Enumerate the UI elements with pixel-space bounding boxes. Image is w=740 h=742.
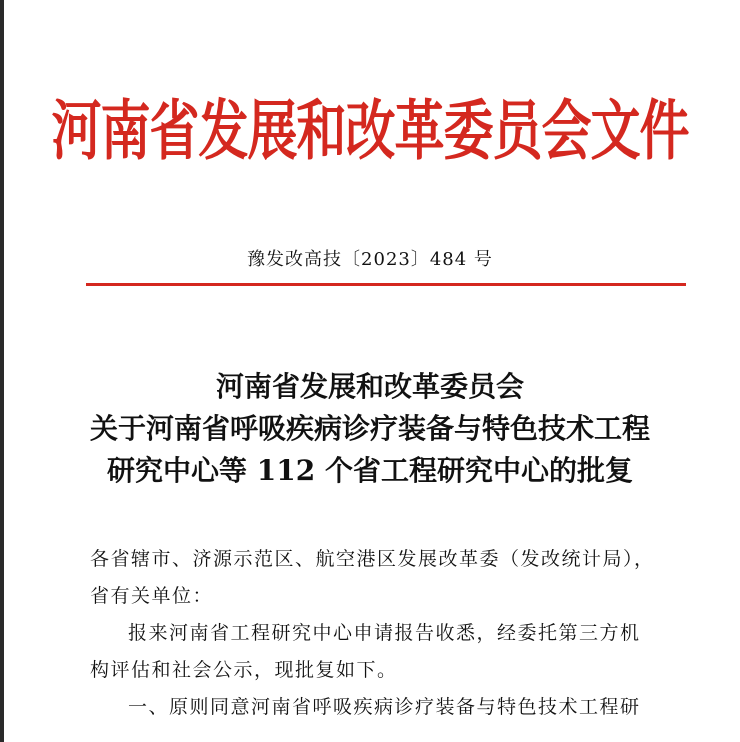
document-body [90,541,690,726]
addressee-line-2: 省有关单位： [90,585,214,607]
paragraph-1-line-1: 报来河南省工程研究中心申请报告收悉，经委托第三方机 [128,622,641,644]
issuing-authority-header: 河南省发展和改革委员会文件 [51,92,689,169]
document-number: 豫发改高技〔2023〕484 号 [247,249,493,270]
addressee-line-1: 各省辖市、济源示范区、航空港区发展改革委（发改统计局）， [90,548,655,570]
title-line-1: 河南省发展和改革委员会 [215,370,524,403]
title-line-2: 关于河南省呼吸疾病诊疗装备与特色技术工程 [89,412,650,445]
paragraph-2-line-1: 一、原则同意河南省呼吸疾病诊疗装备与特色技术工程研 [128,696,641,718]
title-line-3: 研究中心等 112 个省工程研究中心的批复 [107,454,633,487]
document-title [0,366,740,492]
paragraph-1-line-2: 构评估和社会公示，现批复如下。 [90,659,398,681]
red-divider-line [86,283,686,286]
